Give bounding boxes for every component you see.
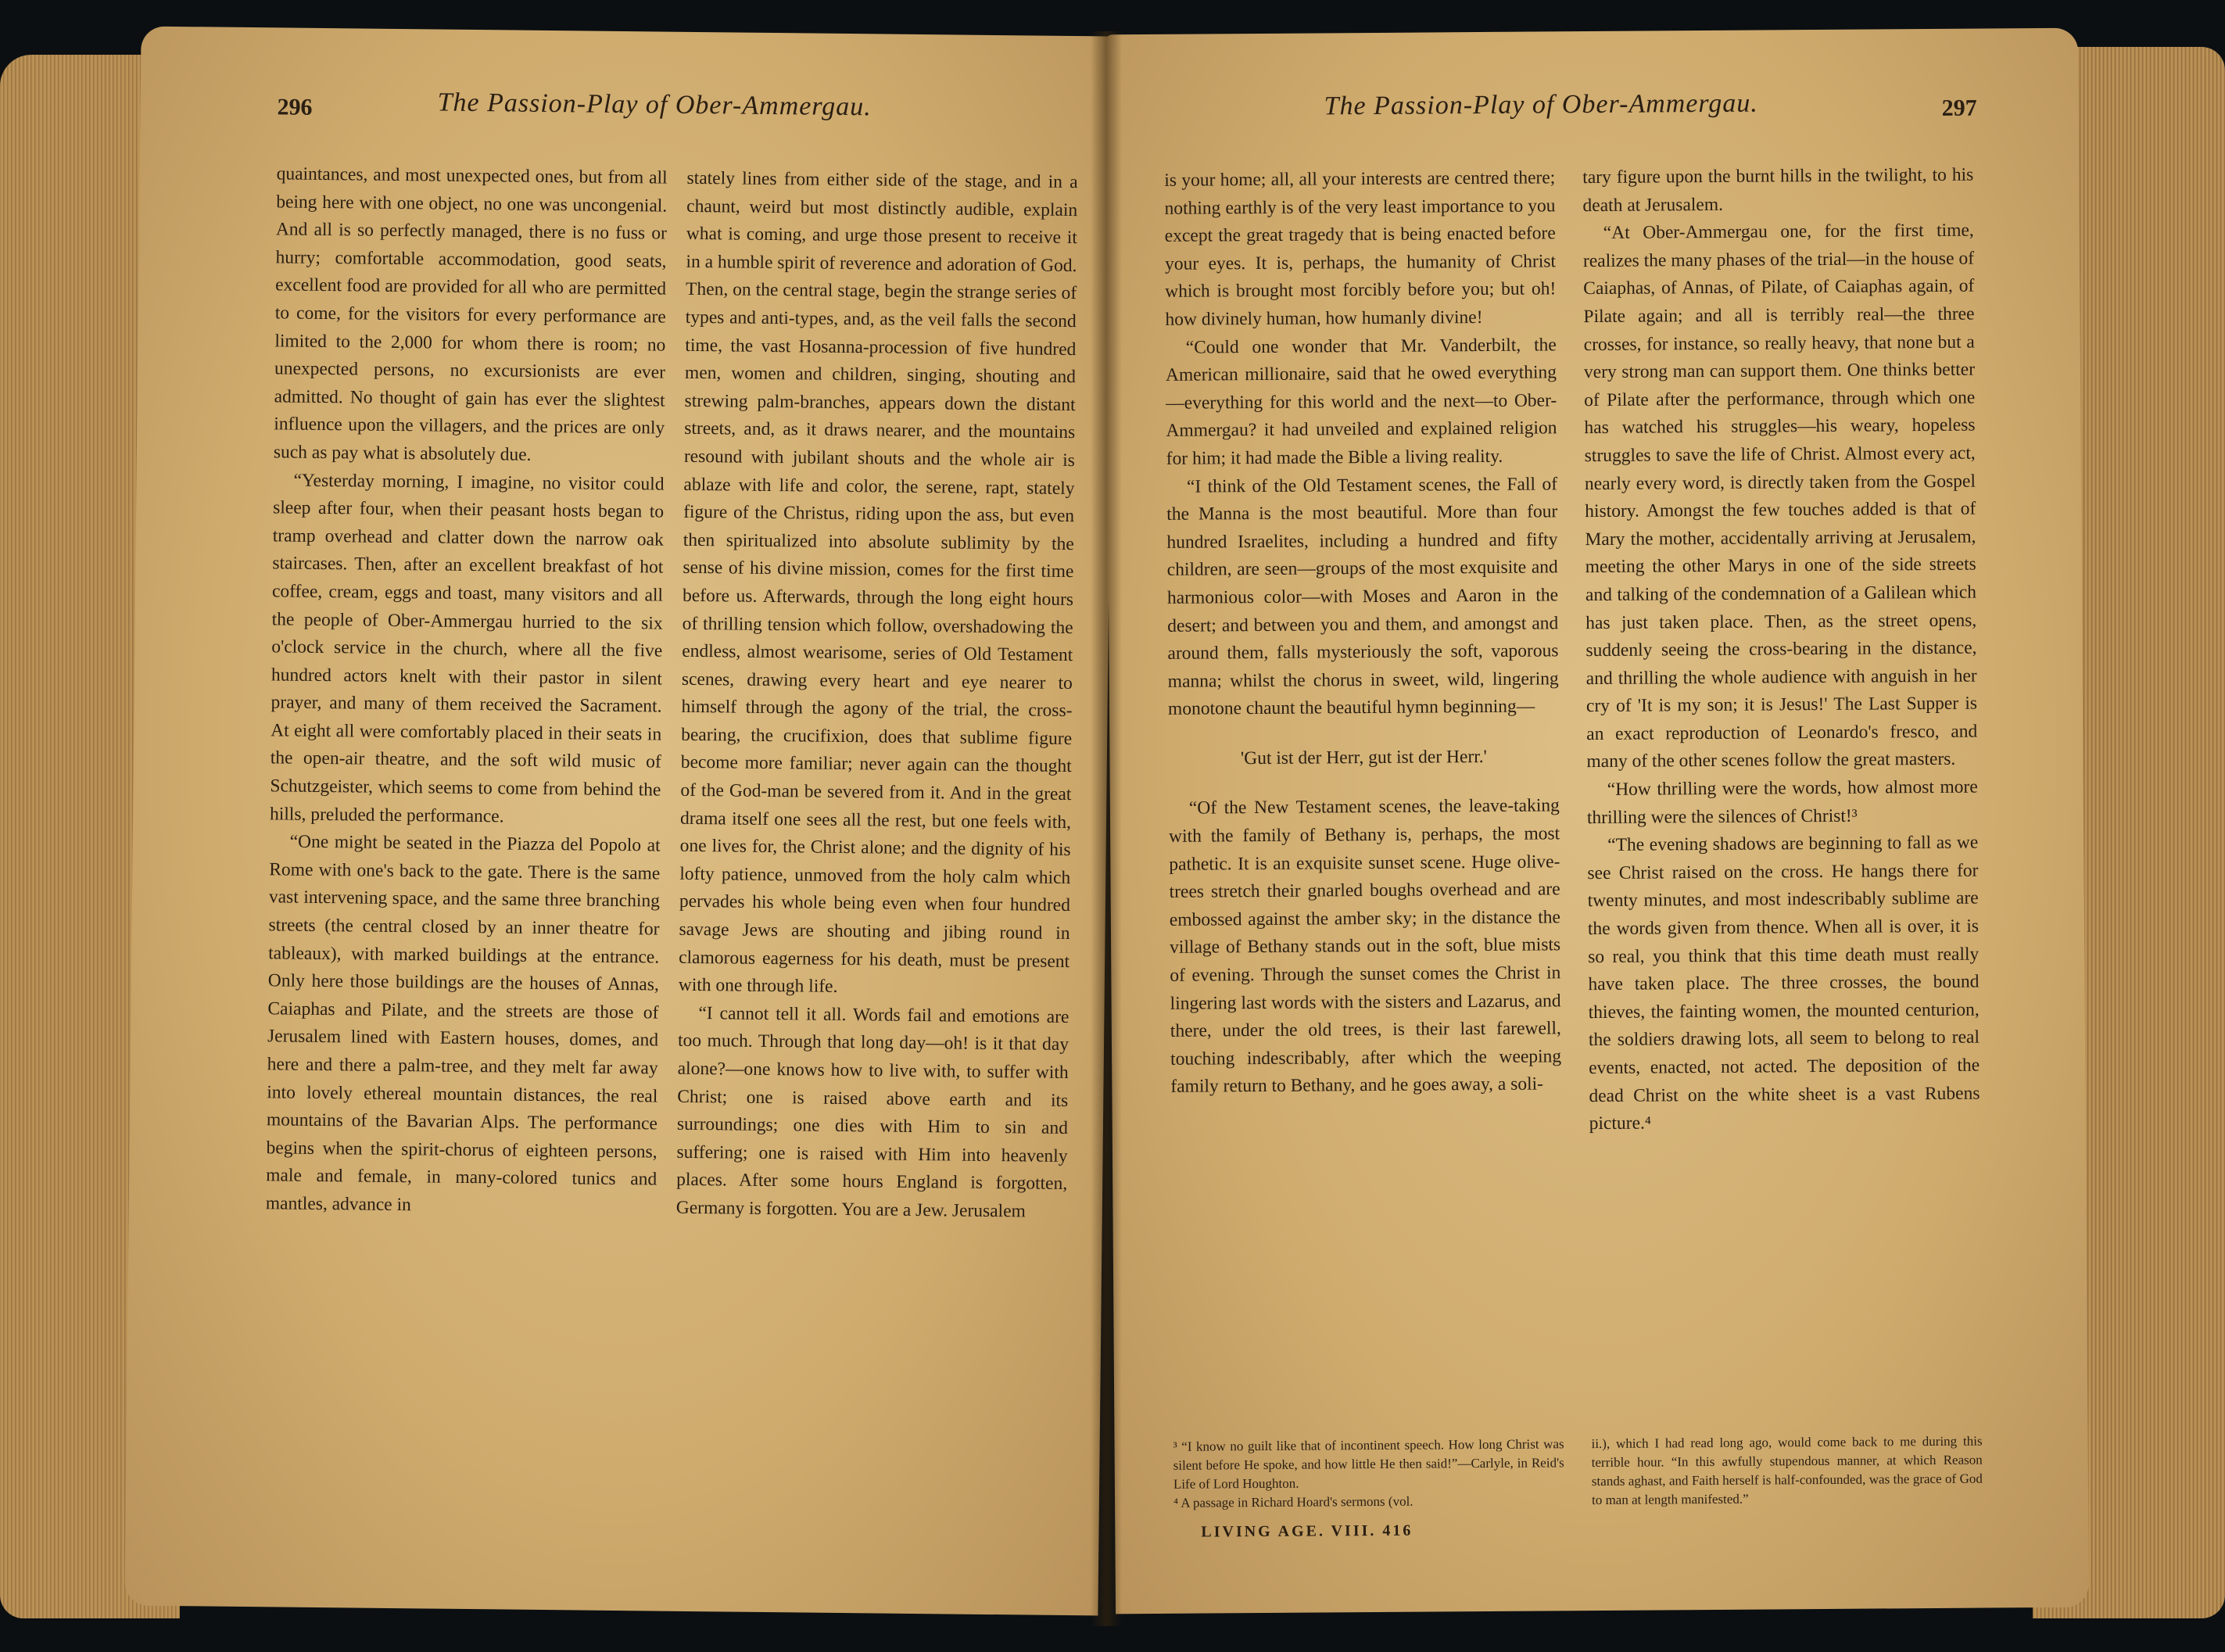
paragraph: is your home; all, all your interests are centred there; nothing earthly is of the very least importance to you except the great tragedy that is being enacted before your eyes. It is, perhaps, the humanity of Christ which is brought most forcibly before you; but oh! how divinely human, how humanly divine! xyxy=(1164,167,1557,330)
left-page xyxy=(124,27,1114,1616)
text-column-right xyxy=(1582,162,1980,1138)
footnotes-left xyxy=(1173,1435,1564,1512)
signature-line: LIVING AGE. VIII. 416 xyxy=(1201,1521,1413,1541)
paragraph: “I think of the Old Testament scenes, the Fall of the Manna is the most beautiful. More than four hundred Israelites, including a hundred and fifty children, are seen—groups of the most exquisite and harmonious color—with Moses and Aaron in the desert; and between you and them, and amongst and around them, falls mysteriously the soft, vaporous manna; whilst the chorus in sweet, wild, lingering monotone chaunt the beautiful hymn beginning— xyxy=(1166,473,1559,720)
text-column-left xyxy=(266,160,668,1222)
paragraph: “I cannot tell it all. Words fail and emotions are too much. Through that long day—oh! is it that day alone?—one knows how to live with, to suffer with Christ; one is raised above earth and its surroundings; one dies with Him to sin and suffering; one is raised with Him into heavenly places. After some hours England is forgotten, Germany is forgotten. You are a Jew. Jerusalem xyxy=(675,1002,1070,1222)
text-column-left xyxy=(1164,164,1561,1101)
paragraph: “Could one wonder that Mr. Vanderbilt, the American millionaire, said that he owed everything—everything for this world and the next—to Ober-Ammergau? it had unveiled and explained religion for him; it had made the Bible a living reality. xyxy=(1165,334,1557,469)
footnote: ⁴ A passage in Richard Hoard's sermons (vol. xyxy=(1173,1493,1413,1510)
running-header: The Passion-Play of Ober-Ammergau. xyxy=(1324,88,1758,121)
paragraph: stately lines from either side of the stage, and in a chaunt, weird but most distinctly audible, explain what is coming, and urge those present to receive it in a humble spirit of reverence and adoration of God. Then, on the central stage, begin the strange series of types and anti-types, and, as the veil falls the second time, the vast Hosanna-procession of five hundred men, women and children, singing, shouting and strewing palm-branches, appears down the distant streets, and, as it draws nearer, and the mountains resound with jubilant shouts and the whole air is ablaze with life and color, the serene, rapt, stately figure of the Christus, riding upon the ass, but even then spiritualized into absolute sublimity by the sense of his divine mission, comes for the first time before us. Afterwards, through the long eight hours of thrilling tension which follow, overshadowing the endless, almost wearisome, series of Old Testament scenes, drawing every heart and eye nearer to himself through the agony of the trial, the cross-bearing, the crucifixion, does that sublime figure become more familiar; never again can the thought of the God-man be severed from it. And in the great drama itself one sees all the rest, but one feels with, one lives for, the Christ alone; and the dignity of his lofty patience, unmoved from the holy calm which pervades his whole being even when four hundred savage Jews are shouting and jibing round in clamorous eagerness for his death, must be present with one through life. xyxy=(678,167,1078,998)
paragraph: “Of the New Testament scenes, the leave-taking with the family of Bethany is, perhaps, the most pathetic. It is an exquisite sunset scene. Huge olive-trees stretch their gnarled boughs overhead and are embossed against the amber sky; in the distance the village of Bethany stands out in the soft, blue mists of evening. Through the sunset comes the Christ in lingering last words with the sisters and Lazarus, and there, under the old trees, is their last farewell, touching indescribably, after which the weeping family return to Bethany, and he goes away, a soli- xyxy=(1169,795,1562,1098)
page-number: 297 xyxy=(1941,95,1977,121)
footnote: ³ “I know no guilt like that of incontinent speech. How long Christ was silent before He spoke, and how little He then said!”—Carlyle, in Reid's Life of Lord Houghton. xyxy=(1173,1436,1564,1492)
right-page xyxy=(1105,28,2089,1614)
paragraph: “How thrilling were the words, how almost more thrilling were the silences of Christ!³ xyxy=(1586,776,1978,828)
footnotes-right xyxy=(1591,1432,1983,1510)
running-header: The Passion-Play of Ober-Ammergau. xyxy=(437,88,872,122)
paragraph: “One might be seated in the Piazza del Popolo at Rome with one's back to the gate. There is the same vast intervening space, and the same three branching streets (the central closed by an inner theatre for tableaux), with marked buildings at the entrance. Only here those buildings are the houses of Annas, Caiaphas and Pilate, and the streets are those of Jerusalem lined with Eastern houses, domes, and here and there a palm-tree, and they melt far away into lovely ethereal mountain distances, the real mountains of the Bavarian Alps. The performance begins when the spirit-chorus of eighteen persons, male and female, in many-colored tunics and mantles, advance in xyxy=(265,831,661,1216)
paragraph: tary figure upon the burnt hills in the twilight, to his death at Jerusalem. xyxy=(1582,164,1974,216)
paragraph: “Yesterday morning, I imagine, no visitor could sleep after four, when their peasant hosts began to tramp overhead and clatter down the narrow oak staircases. Then, after an excellent breakfast of hot coffee, cream, eggs and toast, many visitors and all the people of Ober-Ammergau hurried to the six o'clock service in the church, where all the five hundred actors knelt with their pastor in silent prayer, and many of them received the Sacrament. At eight all were comfortably placed in their seats in the open-air theatre, and the soft wild music of Schutzgeister, which seems to come from behind the hills, preluded the performance. xyxy=(269,470,665,827)
page-number: 296 xyxy=(277,94,313,120)
hymn-quote: 'Gut ist der Herr, gut ist der Herr.' xyxy=(1240,746,1487,769)
book-gutter xyxy=(1091,31,1122,1626)
paragraph: quaintances, and most unexpected ones, but from all being here with one object, no one was uncongenial. And all is so perfectly managed, there is no fuss or hurry; comfortable accommodation, good seats, excellent food are provided for all who are permitted to come, for the visitors for every performance are limited to the 2,000 for whom there is room; no unexpected persons, no excursionists are ever admitted. No thought of gain has ever the slightest influence upon the villagers, and the prices are only such as pay what is absolutely due. xyxy=(273,163,668,465)
text-column-right xyxy=(676,165,1078,1227)
footnote: ii.), which I had read long ago, would come back to me during this terrible hour. “In this awfully stupendous manner, at which Reason stands aghast, and Faith herself is half-confounded, was the grace of God to man at length manifested.” xyxy=(1591,1433,1983,1508)
paragraph: “The evening shadows are beginning to fall as we see Christ raised on the cross. He hangs there for twenty minutes, and most indescribably sublime are the words given from thence. When all is over, it is so real, you think that this time death must really have taken place. The three crosses, the bound thieves, the fainting women, the mounted centurion, the soldiers drawing lots, all seem to belong to real events, enacted, not acted. The deposition of the dead Christ on the white sheet is a vast Rubens picture.⁴ xyxy=(1587,832,1980,1134)
paragraph: “At Ober-Ammergau one, for the first time, realizes the many phases of the trial—in the house of Caiaphas, of Annas, of Pilate, of Caiaphas again, of Pilate again; and all is terribly real—the three crosses, for instance, so really heavy, that none but a very strong man can support them. One thinks better of Pilate after the performance, through which one has watched his struggles—his weary, hopeless struggles to save the life of Christ. Almost every act, nearly every word, is directly taken from the Gospel history. Amongst the few touches added is that of Mary the mother, accidentally arriving at Jerusalem, meeting the other Marys in one of the side streets and talking of the condemnation of a Galilean which has just taken place. Then, as the street opens, suddenly seeing the cross-bearing in the distance, and thrilling the whole audience with anguish in her cry of 'It is my son; it is Jesus!' The Last Supper is an exact reproduction of Leonardo's fresco, and many of the other scenes follow the great masters. xyxy=(1582,220,1978,772)
